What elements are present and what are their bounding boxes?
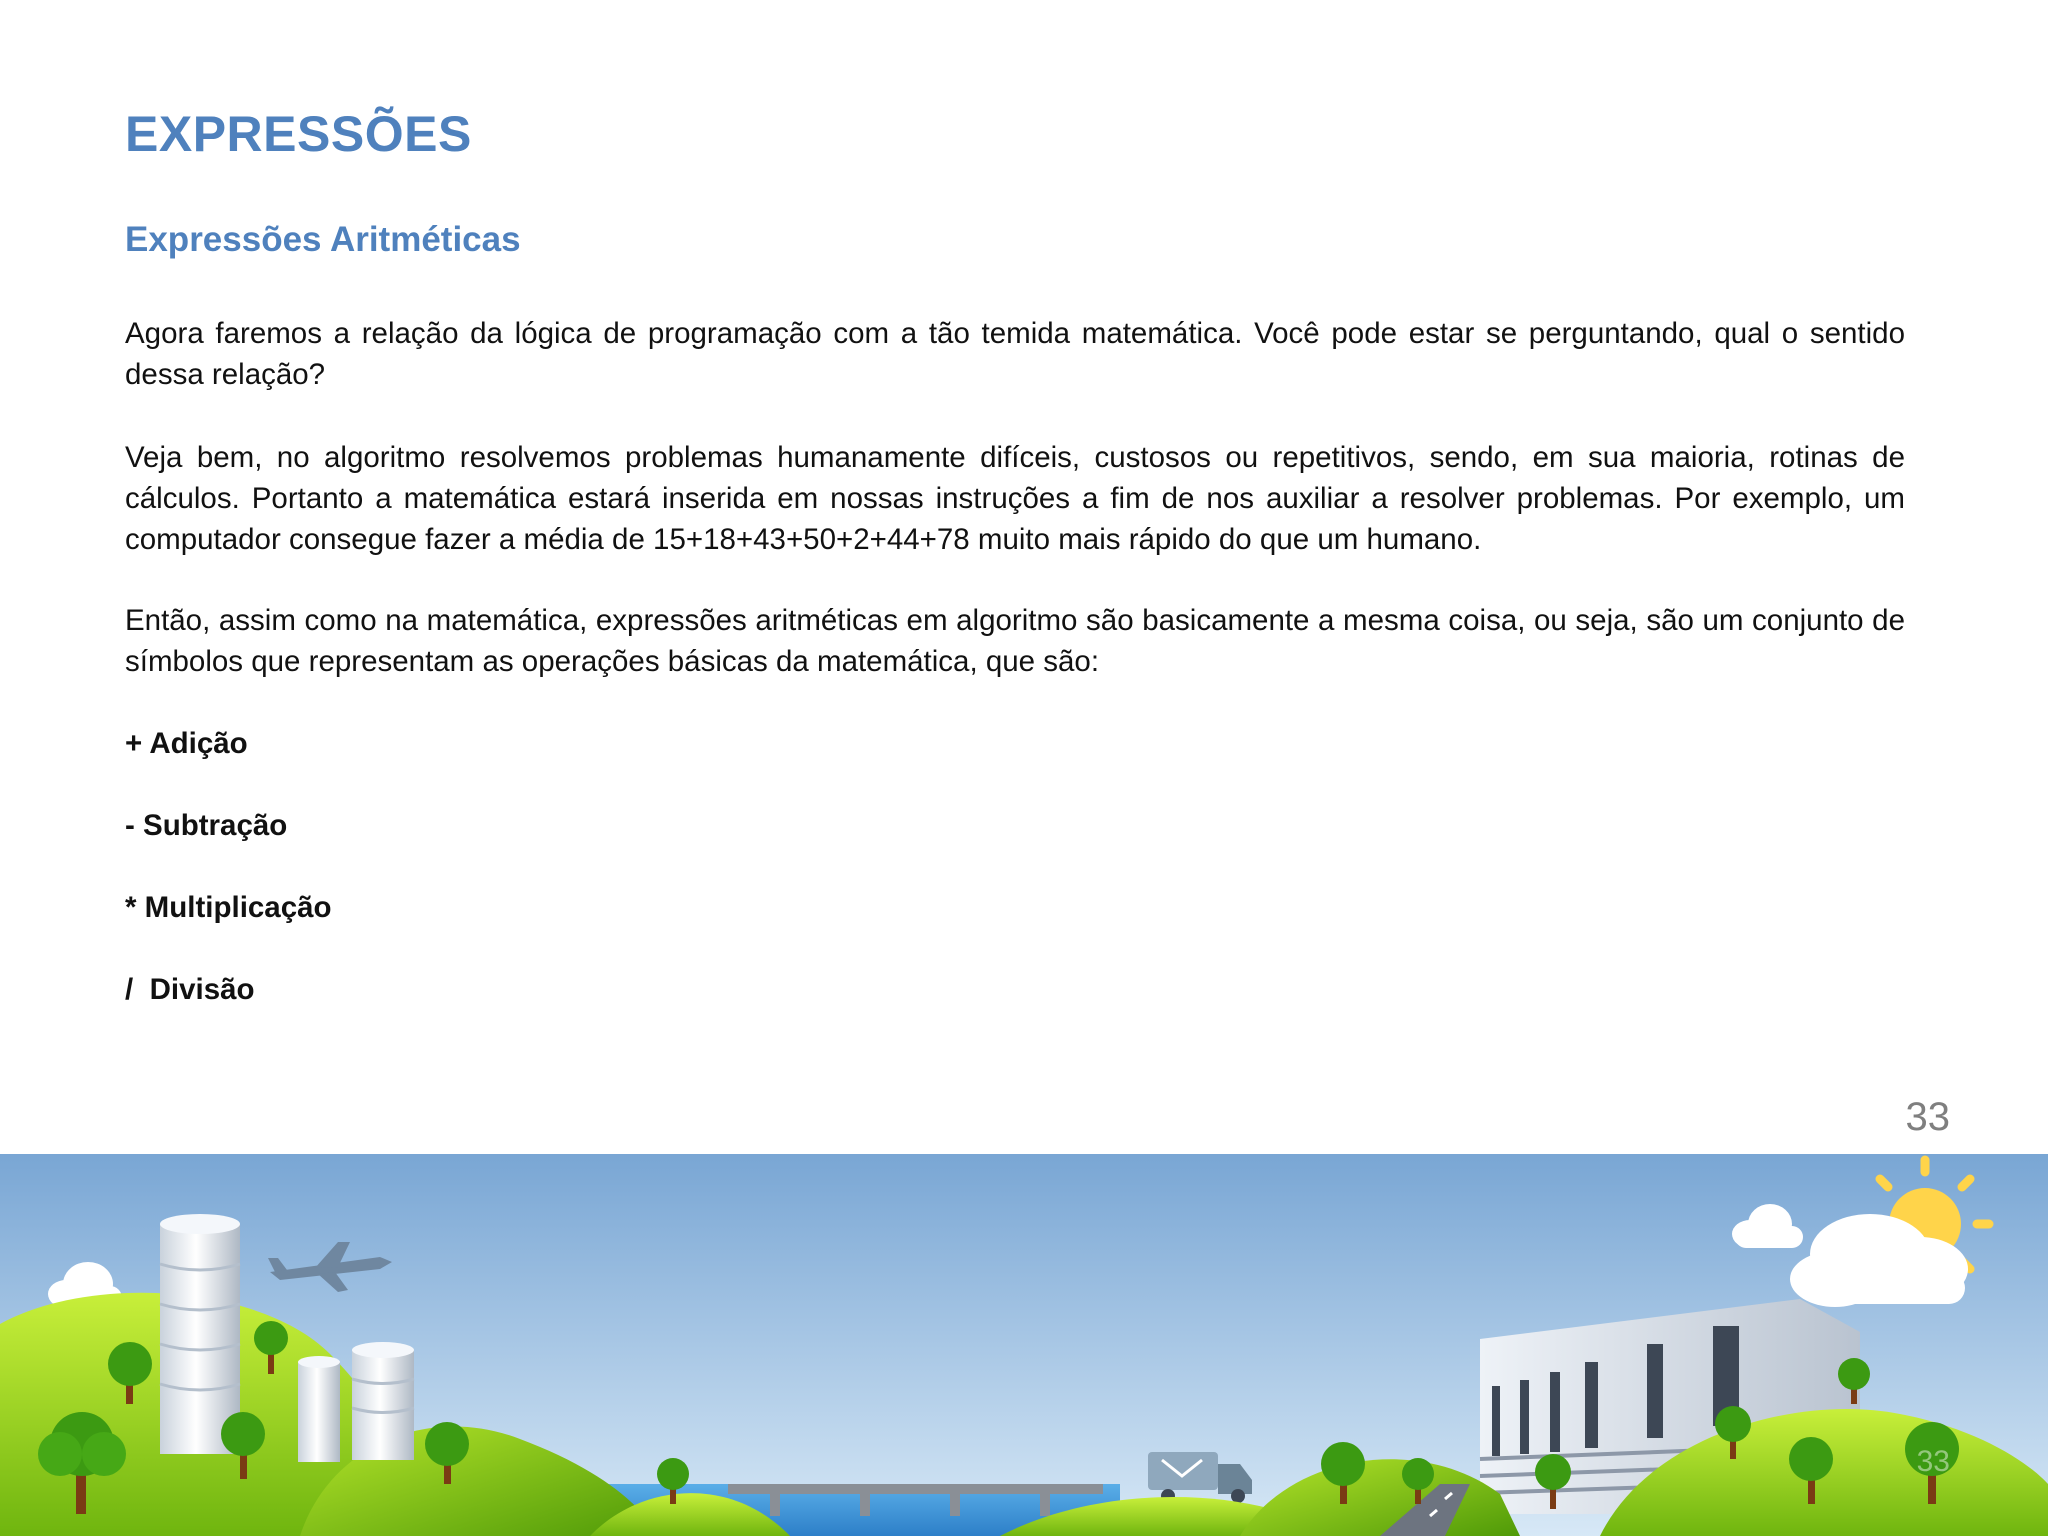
database-tower xyxy=(298,1356,340,1462)
slide-subtitle: Expressões Aritméticas xyxy=(125,220,521,259)
page-number: 33 xyxy=(1905,1095,1950,1139)
paragraph-intro: Agora faremos a relação da lógica de programação com a tão temida matemática. Você pode estar se perguntando, qual o sentido dessa relação? xyxy=(125,317,1905,391)
slide-title: EXPRESSÕES xyxy=(125,106,472,162)
database-tower xyxy=(352,1342,414,1460)
paragraph-expressions: Então, assim como na matemática, expressões aritméticas em algoritmo são basicamente a mesma coisa, ou seja, são um conjunto de símbolos que representam as operações básicas da matemática, que são: xyxy=(125,604,1905,678)
footer-illustration xyxy=(0,1154,2048,1536)
operation-addition: + Adição xyxy=(125,727,248,760)
operation-multiplication: * Multiplicação xyxy=(125,891,332,924)
banner-page-number: 33 xyxy=(1916,1445,1950,1478)
paragraph-algorithm: Veja bem, no algoritmo resolvemos problemas humanamente difíceis, custosos ou repetitivos, sendo, em sua maioria, rotinas de cálculos. Portanto a matemática estará inserida em nossas instruções a fim de nos auxiliar a resolver problemas. Por exemplo, um computador consegue fazer a média de 15+18+43+50+2+44+78 muito mais rápido do que um humano. xyxy=(125,441,1905,556)
operation-subtraction: - Subtração xyxy=(125,809,288,842)
operation-division: / Divisão xyxy=(125,973,255,1006)
